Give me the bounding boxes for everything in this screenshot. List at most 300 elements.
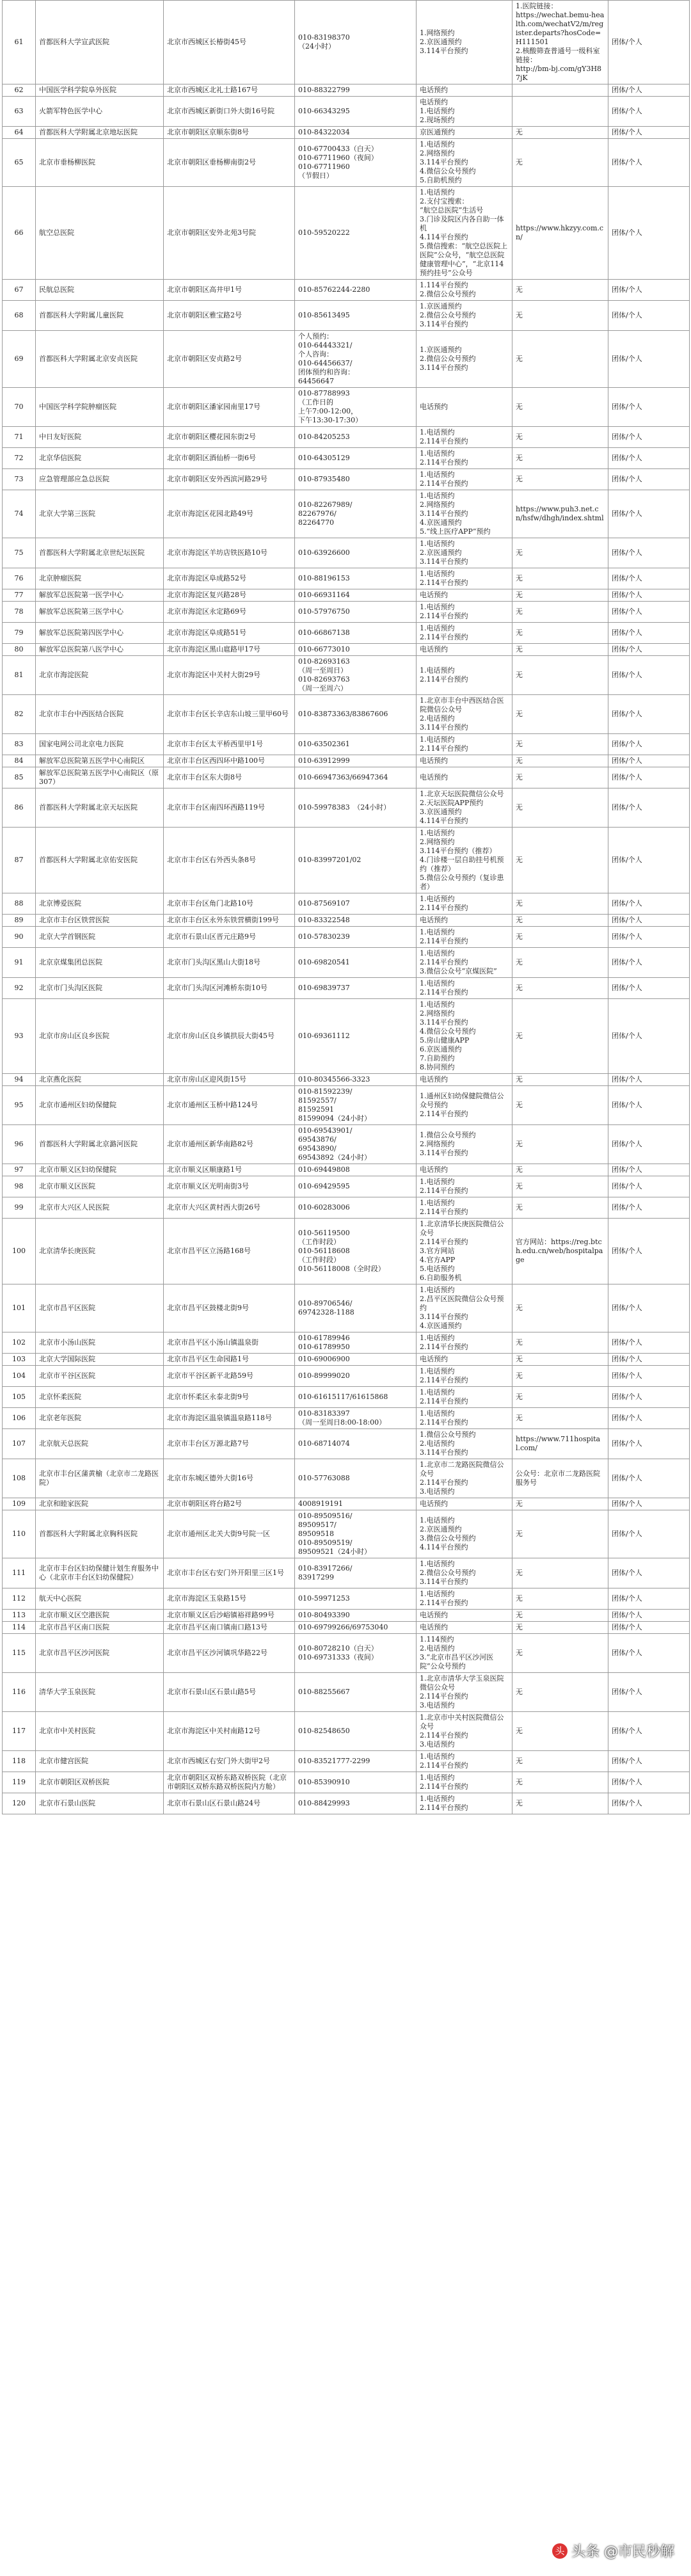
cell-address: 北京市朝阳区垂杨柳南街2号 [164, 139, 295, 187]
cell-booking-methods: 1.电话预约 2.京医通预约 3.微信公众号预约 4.114平台预约 [417, 1510, 512, 1558]
cell-phone: 010-88196153 [295, 568, 417, 589]
table-row [3, 1610, 690, 1622]
cell-notes: 公众号：北京市二龙路医院服务号 [512, 1459, 608, 1498]
cell-number: 112 [3, 1588, 36, 1610]
cell-address: 北京市丰台区角门北路10号 [164, 893, 295, 915]
cell-hospital-name: 中日友好医院 [36, 427, 164, 448]
cell-booking-methods: 1.北京市中关村医院微信公众号 2.114平台预约 3.电话预约 [417, 1712, 512, 1751]
cell-phone: 010-69449808 [295, 1164, 417, 1176]
cell-hospital-name: 北京清华长庚医院 [36, 1219, 164, 1284]
cell-address: 北京市海淀区中关村大街29号 [164, 656, 295, 695]
cell-notes: 无 [512, 448, 608, 469]
cell-address: 北京市朝阳区将台路2号 [164, 1498, 295, 1510]
table-row [3, 139, 690, 187]
cell-hospital-name: 北京市石景山医院 [36, 1793, 164, 1814]
cell-notes: 无 [512, 828, 608, 893]
cell-service-type: 团体/个人 [608, 84, 690, 97]
cell-notes: 无 [512, 1588, 608, 1610]
cell-hospital-name: 首都医科大学附属北京胸科医院 [36, 1510, 164, 1558]
cell-number: 71 [3, 427, 36, 448]
cell-phone: 010-67700433（白天） 010-67711960（夜间） 010-67711960 （节假日） [295, 139, 417, 187]
cell-notes: 无 [512, 927, 608, 948]
cell-notes: 无 [512, 388, 608, 427]
cell-phone: 010-69006900 [295, 1354, 417, 1366]
cell-booking-methods: 1.电话预约 2.网络预约 3.114平台预约 4.微信公众号预约 5.房山健康APP 6.京医通预约 7.自助预约 8.协同预约 [417, 999, 512, 1074]
table-body [3, 1, 690, 1814]
cell-booking-methods: 1.电话预约 2.114平台预约 [417, 448, 512, 469]
cell-service-type: 团体/个人 [608, 978, 690, 999]
cell-hospital-name: 北京大学首钢医院 [36, 927, 164, 948]
cell-hospital-name: 北京市平谷区医院 [36, 1366, 164, 1387]
cell-service-type: 团体/个人 [608, 695, 690, 734]
cell-booking-methods: 1.114平台预约 2.微信公众号预约 [417, 280, 512, 301]
cell-phone: 010-61789946 010-61789950 [295, 1332, 417, 1354]
cell-hospital-name: 北京华信医院 [36, 448, 164, 469]
cell-service-type: 团体/个人 [608, 999, 690, 1074]
cell-service-type: 团体/个人 [608, 1, 690, 84]
cell-number: 61 [3, 1, 36, 84]
cell-notes: 无 [512, 1408, 608, 1429]
cell-address: 北京市丰台区长辛店东山坡三里甲60号 [164, 695, 295, 734]
cell-booking-methods: 1.北京天坛医院微信公众号 2.天坛医院APP预约 3.京医通预约 4.114平台预约 [417, 788, 512, 828]
cell-phone: 010-59520222 [295, 187, 417, 280]
cell-address: 北京市通州区新华南路82号 [164, 1125, 295, 1164]
cell-booking-methods: 电话预约 [417, 84, 512, 97]
cell-phone: 010-59978383 （24小时） [295, 788, 417, 828]
cell-phone: 010-69820541 [295, 948, 417, 978]
cell-notes: 无 [512, 1610, 608, 1622]
table-row [3, 1387, 690, 1408]
cell-notes: 无 [512, 948, 608, 978]
cell-service-type: 团体/个人 [608, 1751, 690, 1772]
cell-address: 北京市丰台区永外东铁营横街199号 [164, 915, 295, 927]
table-row [3, 1197, 690, 1219]
cell-notes: 无 [512, 623, 608, 644]
cell-service-type: 团体/个人 [608, 139, 690, 187]
cell-service-type: 团体/个人 [608, 1498, 690, 1510]
cell-number: 98 [3, 1176, 36, 1197]
cell-address: 北京市石景山区晋元庄路9号 [164, 927, 295, 948]
cell-phone: 010-83198370 （24小时） [295, 1, 417, 84]
cell-phone: 010-83873363/83867606 [295, 695, 417, 734]
cell-service-type: 团体/个人 [608, 280, 690, 301]
cell-number: 78 [3, 602, 36, 623]
cell-hospital-name: 北京博爱医院 [36, 893, 164, 915]
cell-booking-methods: 1.电话预约 2.114平台预约 [417, 427, 512, 448]
cell-notes: 无 [512, 469, 608, 490]
cell-service-type: 团体/个人 [608, 448, 690, 469]
cell-number: 70 [3, 388, 36, 427]
cell-hospital-name: 解放军总医院第四医学中心 [36, 623, 164, 644]
cell-address: 北京市海淀区温泉镇温泉路118号 [164, 1408, 295, 1429]
cell-number: 81 [3, 656, 36, 695]
table-row [3, 656, 690, 695]
cell-phone: 010-87788993 （工作日的 上午7:00-12:00， 下午13:30-17:30） [295, 388, 417, 427]
table-row [3, 490, 690, 538]
cell-hospital-name: 国家电网公司北京电力医院 [36, 734, 164, 755]
cell-hospital-name: 首都医科大学附属北京安贞医院 [36, 331, 164, 388]
cell-notes: 无 [512, 656, 608, 695]
cell-hospital-name: 应急管理部应急总医院 [36, 469, 164, 490]
cell-booking-methods: 1.电话预约 2.网络预约 3.114平台预约 4.微信公众号预约 5.自助机预约 [417, 139, 512, 187]
cell-phone: 010-66773010 [295, 644, 417, 656]
cell-hospital-name: 北京京煤集团总医院 [36, 948, 164, 978]
cell-notes: 无 [512, 1772, 608, 1793]
cell-phone: 010-64305129 [295, 448, 417, 469]
cell-service-type: 团体/个人 [608, 1429, 690, 1459]
cell-booking-methods: 1.电话预约 2.114平台预约 [417, 602, 512, 623]
cell-service-type: 团体/个人 [608, 469, 690, 490]
cell-booking-methods: 1.网络预约 2.京医通预约 3.114平台预约 [417, 1, 512, 84]
cell-booking-methods: 1.电话预约 2.114平台预约 [417, 1332, 512, 1354]
table-row [3, 1793, 690, 1814]
cell-phone: 010-80493390 [295, 1610, 417, 1622]
cell-phone: 010-88322799 [295, 84, 417, 97]
cell-phone: 010-88429993 [295, 1793, 417, 1814]
cell-booking-methods: 1.北京清华长庚医院微信公众号 2.114平台预约 3.官方网站 4.官方APP 5.电话预约 6.自助服务机 [417, 1219, 512, 1284]
cell-booking-methods: 1.京医通预约 2.微信公众号预约 3.114平台预约 [417, 301, 512, 331]
cell-notes [512, 84, 608, 97]
table-row [3, 1086, 690, 1125]
cell-number: 97 [3, 1164, 36, 1176]
cell-address: 北京市平谷区新平北路59号 [164, 1366, 295, 1387]
cell-address: 北京市西城区右安门外大街甲2号 [164, 1751, 295, 1772]
cell-service-type: 团体/个人 [608, 1408, 690, 1429]
cell-phone: 010-84205253 [295, 427, 417, 448]
hospital-table [2, 0, 690, 1814]
cell-hospital-name: 北京市昌平区南口医院 [36, 1622, 164, 1634]
cell-address: 北京市昌平区小汤山镇温泉街 [164, 1332, 295, 1354]
cell-address: 北京市昌平区鼓楼北街9号 [164, 1284, 295, 1332]
cell-service-type: 团体/个人 [608, 1772, 690, 1793]
cell-hospital-name: 北京市门头沟区医院 [36, 978, 164, 999]
cell-booking-methods: 1.电话预约 2.114平台预约 [417, 893, 512, 915]
cell-booking-methods: 1.电话预约 2.114平台预约 [417, 1366, 512, 1387]
cell-service-type: 团体/个人 [608, 1354, 690, 1366]
cell-booking-methods: 电话预约 [417, 1610, 512, 1622]
cell-number: 91 [3, 948, 36, 978]
cell-hospital-name: 北京怀柔医院 [36, 1387, 164, 1408]
cell-number: 89 [3, 915, 36, 927]
cell-number: 96 [3, 1125, 36, 1164]
watermark-logo: 头 [552, 2543, 568, 2559]
cell-notes: 无 [512, 1498, 608, 1510]
cell-booking-methods: 电话预约 [417, 1354, 512, 1366]
cell-number: 116 [3, 1673, 36, 1712]
cell-phone: 010-81592239/ 81592557/ 81592591 81599094（24小时） [295, 1086, 417, 1125]
cell-address: 北京市顺义区光明南街3号 [164, 1176, 295, 1197]
cell-booking-methods: 1.电话预约 2.微信公众号预约 3.114平台预约 [417, 1558, 512, 1588]
cell-hospital-name: 首都医科大学附属北京潞河医院 [36, 1125, 164, 1164]
cell-number: 90 [3, 927, 36, 948]
cell-phone: 010-83322548 [295, 915, 417, 927]
cell-booking-methods: 电话预约 [417, 388, 512, 427]
cell-booking-methods: 电话预约 [417, 767, 512, 788]
cell-service-type: 团体/个人 [608, 427, 690, 448]
cell-address: 北京市通州区北关大街9号院一区 [164, 1510, 295, 1558]
cell-address: 北京市通州区玉桥中路124号 [164, 1086, 295, 1125]
cell-hospital-name: 解放军总医院第五医学中心南院区 [36, 755, 164, 767]
cell-address: 北京市丰台区右外西头条8号 [164, 828, 295, 893]
cell-hospital-name: 北京市顺义区妇幼保健院 [36, 1164, 164, 1176]
cell-phone: 010-82267989/ 82267976/ 82264770 [295, 490, 417, 538]
cell-booking-methods: 1.电话预约 2.支付宝搜索： “航空总医院”生活号 3.门诊及院区内各自助一体机 4.114平台预约 5.微信搜索：“航空总医院上医院”公众号，“航空总医院健康管理中心”，“北京114预约挂号”公众号 [417, 187, 512, 280]
cell-phone: 010-85390910 [295, 1772, 417, 1793]
cell-service-type: 团体/个人 [608, 388, 690, 427]
cell-service-type: 团体/个人 [608, 915, 690, 927]
table-row [3, 1558, 690, 1588]
cell-hospital-name: 北京市丰台区蒲黄榆（北京市二龙路医院） [36, 1459, 164, 1498]
cell-service-type: 团体/个人 [608, 1459, 690, 1498]
cell-phone: 010-60283006 [295, 1197, 417, 1219]
table-row [3, 331, 690, 388]
cell-booking-methods: 电话预约 1.电话预约 2.现场预约 [417, 97, 512, 127]
cell-hospital-name: 北京航天总医院 [36, 1429, 164, 1459]
table-row [3, 755, 690, 767]
table-row [3, 602, 690, 623]
cell-hospital-name: 中国医学科学院肿瘤医院 [36, 388, 164, 427]
cell-service-type: 团体/个人 [608, 568, 690, 589]
cell-notes: 无 [512, 1387, 608, 1408]
table-row [3, 1354, 690, 1366]
cell-number: 77 [3, 589, 36, 602]
cell-notes: 无 [512, 1332, 608, 1354]
cell-address: 北京市朝阳区京顺东街8号 [164, 127, 295, 139]
cell-phone: 010-66343295 [295, 97, 417, 127]
watermark-text: 头条 @市民秒解 [571, 2544, 674, 2560]
cell-service-type: 团体/个人 [608, 1176, 690, 1197]
cell-notes: 无 [512, 139, 608, 187]
cell-hospital-name: 首都医科大学附属北京世纪坛医院 [36, 538, 164, 568]
table-row [3, 280, 690, 301]
cell-number: 79 [3, 623, 36, 644]
cell-address: 北京市大兴区黄村西大街26号 [164, 1197, 295, 1219]
cell-address: 北京市海淀区玉泉路15号 [164, 1588, 295, 1610]
cell-number: 68 [3, 301, 36, 331]
cell-number: 117 [3, 1712, 36, 1751]
cell-address: 北京市朝阳区安贞路2号 [164, 331, 295, 388]
cell-booking-methods: 1.电话预约 2.114平台预约 [417, 1588, 512, 1610]
cell-notes: 无 [512, 915, 608, 927]
cell-address: 北京市门头沟区黑山大街18号 [164, 948, 295, 978]
cell-booking-methods: 1.电话预约 2.114平台预约 3.微信公众号“京煤医院” [417, 948, 512, 978]
cell-hospital-name: 北京市顺义区空港医院 [36, 1610, 164, 1622]
cell-hospital-name: 首都医科大学附属北京佑安医院 [36, 828, 164, 893]
cell-number: 93 [3, 999, 36, 1074]
cell-hospital-name: 北京市房山区良乡医院 [36, 999, 164, 1074]
cell-number: 107 [3, 1429, 36, 1459]
cell-phone: 010-89999020 [295, 1366, 417, 1387]
cell-notes: 1.医院链接： https://wechat.bemu-health.com/wechatV2/m/register.departs?hosCode=H111501 2.核酸筛查普通号一级科室链接： http://bm-bj.com/gY3H87jK [512, 1, 608, 84]
cell-service-type: 团体/个人 [608, 1086, 690, 1125]
cell-booking-methods: 1.电话预约 2.114平台预约 [417, 927, 512, 948]
cell-hospital-name: 北京市丰台区妇幼保健计划生育服务中心（北京市丰台区妇幼保健院） [36, 1558, 164, 1588]
table-row [3, 469, 690, 490]
cell-service-type: 团体/个人 [608, 589, 690, 602]
table-row [3, 788, 690, 828]
cell-number: 115 [3, 1634, 36, 1673]
cell-number: 94 [3, 1074, 36, 1086]
cell-notes: 无 [512, 734, 608, 755]
cell-number: 75 [3, 538, 36, 568]
cell-address: 北京市门头沟区河滩桥东街10号 [164, 978, 295, 999]
cell-hospital-name: 航空总医院 [36, 187, 164, 280]
cell-notes: 无 [512, 695, 608, 734]
cell-phone: 010-69429595 [295, 1176, 417, 1197]
cell-notes: 无 [512, 1176, 608, 1197]
cell-phone: 010-85762244-2280 [295, 280, 417, 301]
cell-number: 111 [3, 1558, 36, 1588]
table-row [3, 1622, 690, 1634]
cell-service-type: 团体/个人 [608, 1610, 690, 1622]
cell-notes: 无 [512, 602, 608, 623]
cell-phone: 010-66867138 [295, 623, 417, 644]
cell-number: 103 [3, 1354, 36, 1366]
cell-number: 101 [3, 1284, 36, 1332]
cell-address: 北京市朝阳区高井甲1号 [164, 280, 295, 301]
cell-address: 北京市顺义区后沙峪镇裕祥路99号 [164, 1610, 295, 1622]
cell-booking-methods: 1.电话预约 2.114平台预约 [417, 1197, 512, 1219]
cell-number: 67 [3, 280, 36, 301]
table-row [3, 1634, 690, 1673]
cell-hospital-name: 北京大学国际医院 [36, 1354, 164, 1366]
cell-booking-methods: 1.北京市清华大学玉泉医院微信公众号 2.114平台预约 3.电话预约 [417, 1673, 512, 1712]
cell-address: 北京市丰台区西四环中路100号 [164, 755, 295, 767]
cell-booking-methods: 1.电话预约 2.网络预约 3.114平台预约 4.京医通预约 5.“线上医疗APP”预约 [417, 490, 512, 538]
cell-service-type: 团体/个人 [608, 828, 690, 893]
cell-notes: 无 [512, 127, 608, 139]
cell-service-type: 团体/个人 [608, 97, 690, 127]
cell-booking-methods: 1.电话预约 2.114平台预约 [417, 1176, 512, 1197]
cell-phone: 010-66931164 [295, 589, 417, 602]
cell-number: 118 [3, 1751, 36, 1772]
cell-notes: 无 [512, 1354, 608, 1366]
cell-hospital-name: 北京市海淀医院 [36, 656, 164, 695]
cell-address: 北京市丰台区万源北路7号 [164, 1429, 295, 1459]
cell-number: 85 [3, 767, 36, 788]
table-row [3, 388, 690, 427]
cell-address: 北京市海淀区黑山扈路甲17号 [164, 644, 295, 656]
cell-booking-methods: 1.电话预约 2.114平台预约 [417, 1408, 512, 1429]
cell-hospital-name: 北京燕化医院 [36, 1074, 164, 1086]
table-row [3, 1, 690, 84]
cell-number: 73 [3, 469, 36, 490]
table-row [3, 1164, 690, 1176]
table-row [3, 1498, 690, 1510]
cell-address: 北京市石景山区石景山路24号 [164, 1793, 295, 1814]
cell-notes: 无 [512, 767, 608, 788]
cell-service-type: 团体/个人 [608, 1793, 690, 1814]
cell-hospital-name: 民航总医院 [36, 280, 164, 301]
cell-phone: 010-87935480 [295, 469, 417, 490]
cell-service-type: 团体/个人 [608, 755, 690, 767]
cell-service-type: 团体/个人 [608, 301, 690, 331]
cell-number: 69 [3, 331, 36, 388]
cell-notes: 无 [512, 1284, 608, 1332]
cell-number: 95 [3, 1086, 36, 1125]
cell-hospital-name: 北京市顺义区医院 [36, 1176, 164, 1197]
cell-booking-methods: 电话预约 [417, 644, 512, 656]
cell-address: 北京市海淀区阜成路52号 [164, 568, 295, 589]
cell-address: 北京市朝阳区酒仙桥一街6号 [164, 448, 295, 469]
cell-booking-methods: 1.电话预约 2.网络预约 3.114平台预约（推荐） 4.门诊楼一层自助挂号机预约（推荐） 5.微信公众号预约（复诊患者） [417, 828, 512, 893]
cell-notes: 无 [512, 999, 608, 1074]
cell-service-type: 团体/个人 [608, 1588, 690, 1610]
cell-service-type: 团体/个人 [608, 1712, 690, 1751]
table-row [3, 1332, 690, 1354]
cell-address: 北京市昌平区生命园路1号 [164, 1354, 295, 1366]
watermark [552, 2541, 674, 2561]
cell-address: 北京市顺义区顺康路1号 [164, 1164, 295, 1176]
table-row [3, 1510, 690, 1558]
cell-number: 82 [3, 695, 36, 734]
cell-hospital-name: 中国医学科学院阜外医院 [36, 84, 164, 97]
cell-address: 北京市海淀区阜成路51号 [164, 623, 295, 644]
cell-notes: 无 [512, 788, 608, 828]
cell-hospital-name: 北京市大兴区人民医院 [36, 1197, 164, 1219]
cell-booking-methods: 1.电话预约 2.114平台预约 [417, 978, 512, 999]
table-row [3, 978, 690, 999]
cell-number: 92 [3, 978, 36, 999]
cell-notes: https://www.711hospital.com/ [512, 1429, 608, 1459]
cell-service-type: 团体/个人 [608, 1673, 690, 1712]
cell-service-type: 团体/个人 [608, 623, 690, 644]
cell-hospital-name: 解放军总医院第三医学中心 [36, 602, 164, 623]
cell-phone: 010-80728210（白天） 010-69731333（夜间） [295, 1634, 417, 1673]
table-row [3, 1712, 690, 1751]
cell-notes: 无 [512, 1164, 608, 1176]
table-row [3, 1673, 690, 1712]
cell-booking-methods: 1.电话预约 2.114平台预约 [417, 1387, 512, 1408]
cell-phone: 010-83183397 （周一至周日8:00-18:00） [295, 1408, 417, 1429]
table-row [3, 568, 690, 589]
cell-hospital-name: 北京市丰台区铁营医院 [36, 915, 164, 927]
cell-hospital-name: 北京市通州区妇幼保健院 [36, 1086, 164, 1125]
cell-address: 北京市丰台区太平桥西里甲1号 [164, 734, 295, 755]
cell-number: 86 [3, 788, 36, 828]
cell-notes: 无 [512, 1751, 608, 1772]
cell-notes: 无 [512, 1634, 608, 1673]
cell-number: 65 [3, 139, 36, 187]
cell-hospital-name: 北京和睦家医院 [36, 1498, 164, 1510]
cell-notes: 无 [512, 978, 608, 999]
cell-phone: 010-89509516/ 89509517/ 89509518 010-89509519/ 89509521（24小时） [295, 1510, 417, 1558]
table-row [3, 893, 690, 915]
cell-booking-methods: 电话预约 [417, 1498, 512, 1510]
cell-address: 北京市怀柔区永泰北街9号 [164, 1387, 295, 1408]
table-row [3, 948, 690, 978]
cell-booking-methods: 电话预约 [417, 755, 512, 767]
cell-phone: 010-69543901/ 69543876/ 69543890/ 69543892（24小时） [295, 1125, 417, 1164]
cell-number: 62 [3, 84, 36, 97]
cell-service-type: 团体/个人 [608, 1332, 690, 1354]
cell-address: 北京市房山区良乡镇拱辰大街45号 [164, 999, 295, 1074]
table-row [3, 97, 690, 127]
cell-booking-methods: 电话预约 [417, 1074, 512, 1086]
table-row [3, 915, 690, 927]
cell-notes: 无 [512, 1712, 608, 1751]
table-row [3, 1429, 690, 1459]
cell-address: 北京市朝阳区双桥东路双桥医院（北京市朝阳区双桥东路双桥医院内方舱） [164, 1772, 295, 1793]
cell-phone: 010-63926600 [295, 538, 417, 568]
cell-number: 105 [3, 1387, 36, 1408]
cell-hospital-name: 北京市健宫医院 [36, 1751, 164, 1772]
cell-hospital-name: 火箭军特色医学中心 [36, 97, 164, 127]
cell-phone: 010-83917266/ 83917299 [295, 1558, 417, 1588]
cell-service-type: 团体/个人 [608, 927, 690, 948]
cell-address: 北京市石景山区石景山路5号 [164, 1673, 295, 1712]
cell-phone: 010-80345566-3323 [295, 1074, 417, 1086]
